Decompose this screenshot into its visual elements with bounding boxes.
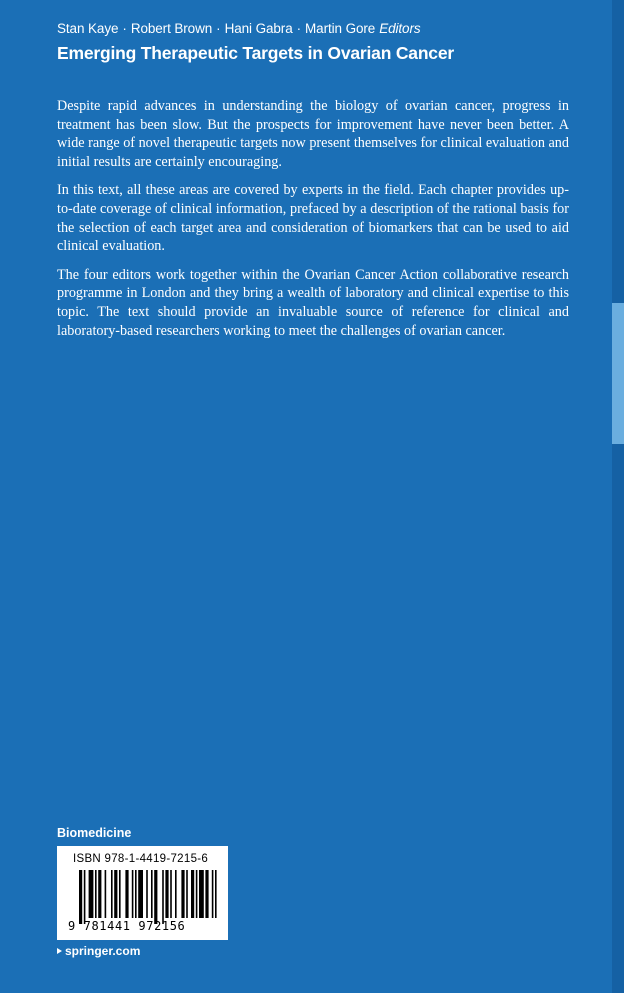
barcode-bar (89, 870, 94, 918)
barcode-bar (186, 870, 188, 918)
barcode-digits: 9 781441 972156 (68, 919, 186, 933)
barcode-bar (181, 870, 184, 918)
barcode-bar (84, 870, 86, 924)
publisher-link[interactable] (57, 944, 140, 958)
editors-role: Editors (379, 21, 421, 36)
barcode-bar (215, 870, 217, 918)
barcode-bar (125, 870, 128, 918)
editors-line (57, 21, 421, 36)
barcode-bar (105, 870, 107, 918)
barcode-bar (146, 870, 148, 918)
blurb-paragraph: Despite rapid advances in understanding the biology of ovarian cancer, progress in treatment has been slow. But the prospects for improvement have never been better. A wide range of novel therapeutic targets now present themselves for clinical evaluation and initial results are certainly encouraging. (57, 98, 569, 170)
barcode-bar (135, 870, 137, 918)
editor-name: Stan Kaye (57, 21, 119, 36)
blurb-paragraph: In this text, all these areas are covered by experts in the field. Each chapter provides up-to-date coverage of clinical information, prefaced by a description of the rational basis for the selection of each target area and consideration of biomarkers that can be used to aid clinical evaluation. (57, 182, 569, 255)
name-separator: · (122, 21, 127, 36)
barcode-bar (119, 870, 121, 918)
barcode-bar (165, 870, 168, 918)
barcode-bar (98, 870, 101, 918)
series-label: Biomedicine (57, 826, 132, 840)
spine-strip (612, 0, 624, 993)
name-separator: · (216, 21, 221, 36)
barcode-bar (196, 870, 198, 918)
name-separator: · (296, 21, 302, 36)
blurb-paragraph: The four editors work together within the Ovarian Cancer Action collaborative research programme in London and they bring a wealth of laboratory and clinical expertise to this topic. The text should provide an invaluable source of reference for clinical and laboratory-based researchers working to meet the challenges of ovarian cancer. (57, 266, 569, 339)
spine-color-tab (612, 303, 624, 444)
barcode-bar (132, 870, 134, 918)
isbn-number: ISBN 978-1-4419-7215-6 (73, 853, 209, 865)
barcode-bar (151, 870, 153, 918)
barcode-bar (154, 870, 157, 924)
book-title: Emerging Therapeutic Targets in Ovarian Cancer (57, 43, 454, 63)
barcode-bar (114, 870, 117, 918)
back-cover-blurb (57, 97, 569, 350)
barcode-bar (212, 870, 214, 918)
editor-name: Robert Brown (130, 21, 213, 36)
barcode-bar (199, 870, 204, 918)
barcode-bar (95, 870, 97, 918)
barcode-bar (175, 870, 177, 918)
barcode-bar (205, 870, 208, 918)
editor-name: Hani Gabra (224, 21, 293, 36)
barcode-bar (138, 870, 143, 918)
editor-name: Martin Gore (305, 21, 376, 36)
barcode-bar (162, 870, 164, 924)
barcode-bar (79, 870, 82, 924)
arrow-right-icon (57, 948, 62, 954)
isbn-barcode (57, 846, 228, 940)
barcode-bar (191, 870, 194, 918)
barcode-bar (170, 870, 172, 918)
publisher-url: springer.com (65, 944, 141, 958)
barcode-bar (111, 870, 113, 918)
